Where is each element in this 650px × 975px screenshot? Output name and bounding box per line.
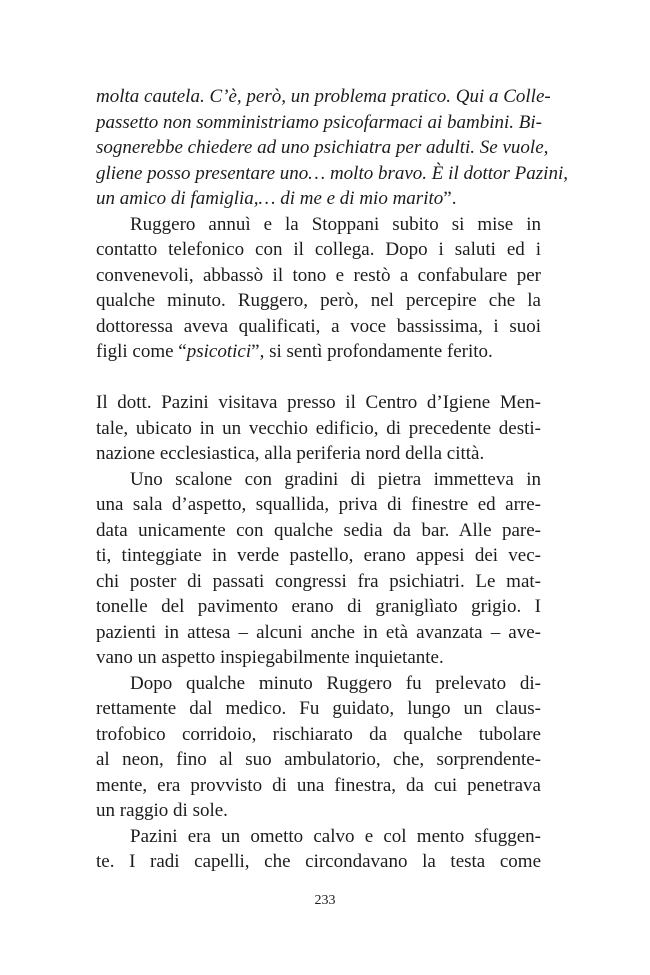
paragraph <box>96 671 541 824</box>
text-line: molta cautela. C’è, però, un problema pratico. Qui a Colle- <box>96 86 551 107</box>
section-break <box>96 365 541 391</box>
text-line: al neon, fino al suo ambulatorio, che, sorprendente- <box>96 749 541 770</box>
text-line: Ruggero annuì e la Stoppani subito si mise in <box>130 213 541 235</box>
text-line: Uno scalone con gradini di pietra immetteva in <box>130 468 541 490</box>
text-line: qualche minuto. Ruggero, però, nel percepire che la <box>96 290 541 311</box>
text-line: sognerebbe chiedere ad uno psichiatra per adulti. Se vuole, <box>96 137 549 158</box>
text-line: chi poster di passati congressi fra psichiatri. Le mat- <box>96 570 541 592</box>
page-number: 233 <box>314 893 336 908</box>
text-fragment: ”, si sentì profondamente ferito. <box>251 341 493 362</box>
italic-text: psicotici <box>186 341 252 362</box>
text-line: rettamente dal medico. Fu guidato, lungo un claus- <box>96 698 541 719</box>
paragraph <box>96 390 541 467</box>
text-line: te. I radi capelli, che circondavano la testa come <box>96 851 541 872</box>
text-line: passetto non somministriamo psicofarmaci ai bambini. Bi- <box>96 111 542 133</box>
text-line: gliene posso presentare uno… molto bravo. È il dottor Pazini, <box>96 162 568 184</box>
paragraph-dialogue <box>96 84 568 212</box>
paragraph <box>96 212 541 365</box>
text-line: vano un aspetto inspiegabilmente inquietante. <box>96 647 444 668</box>
paragraph <box>96 824 541 875</box>
book-page-body <box>96 84 568 875</box>
text-line: convenevoli, abbassò il tono e restò a confabulare per <box>96 264 541 286</box>
italic-text: un amico di famiglia,… di me e di mio marito <box>96 188 444 209</box>
text-line: un raggio di sole. <box>96 800 228 821</box>
text-line: data unicamente con qualche sedia da bar. Alle pare- <box>96 519 541 541</box>
text-line: dottoressa aveva qualificati, a voce bassissima, i suoi <box>96 315 541 337</box>
text-line: Dopo qualche minuto Ruggero fu prelevato di- <box>130 672 541 694</box>
text-line: nazione ecclesiastica, alla periferia nord della città. <box>96 443 485 464</box>
text-fragment: figli come “ <box>96 341 187 362</box>
text-line: Pazini era un ometto calvo e col mento sfuggen- <box>130 825 541 847</box>
text-line <box>96 186 541 212</box>
text-line: una sala d’aspetto, squallida, priva di finestre ed arre- <box>96 494 541 515</box>
text-line: pazienti in attesa – alcuni anche in età avanzata – ave- <box>96 621 541 643</box>
text-line: mente, era provvisto di una finestra, da cui penetrava <box>96 774 541 796</box>
paragraph <box>96 467 541 671</box>
text-line: trofobico corridoio, rischiarato da qualche tubolare <box>96 723 541 745</box>
text-line <box>96 339 541 365</box>
closing-quote: ”. <box>443 188 457 209</box>
text-line: ti, tinteggiate in verde pastello, erano appesi dei vec- <box>96 545 541 566</box>
text-line: contatto telefonico con il collega. Dopo i saluti ed i <box>96 239 541 260</box>
text-line: Il dott. Pazini visitava presso il Centro d’Igiene Men- <box>96 392 541 413</box>
text-line: tale, ubicato in un vecchio edificio, di precedente desti- <box>96 417 541 439</box>
text-line: tonelle del pavimento erano di graniglìato grigio. I <box>96 596 541 617</box>
